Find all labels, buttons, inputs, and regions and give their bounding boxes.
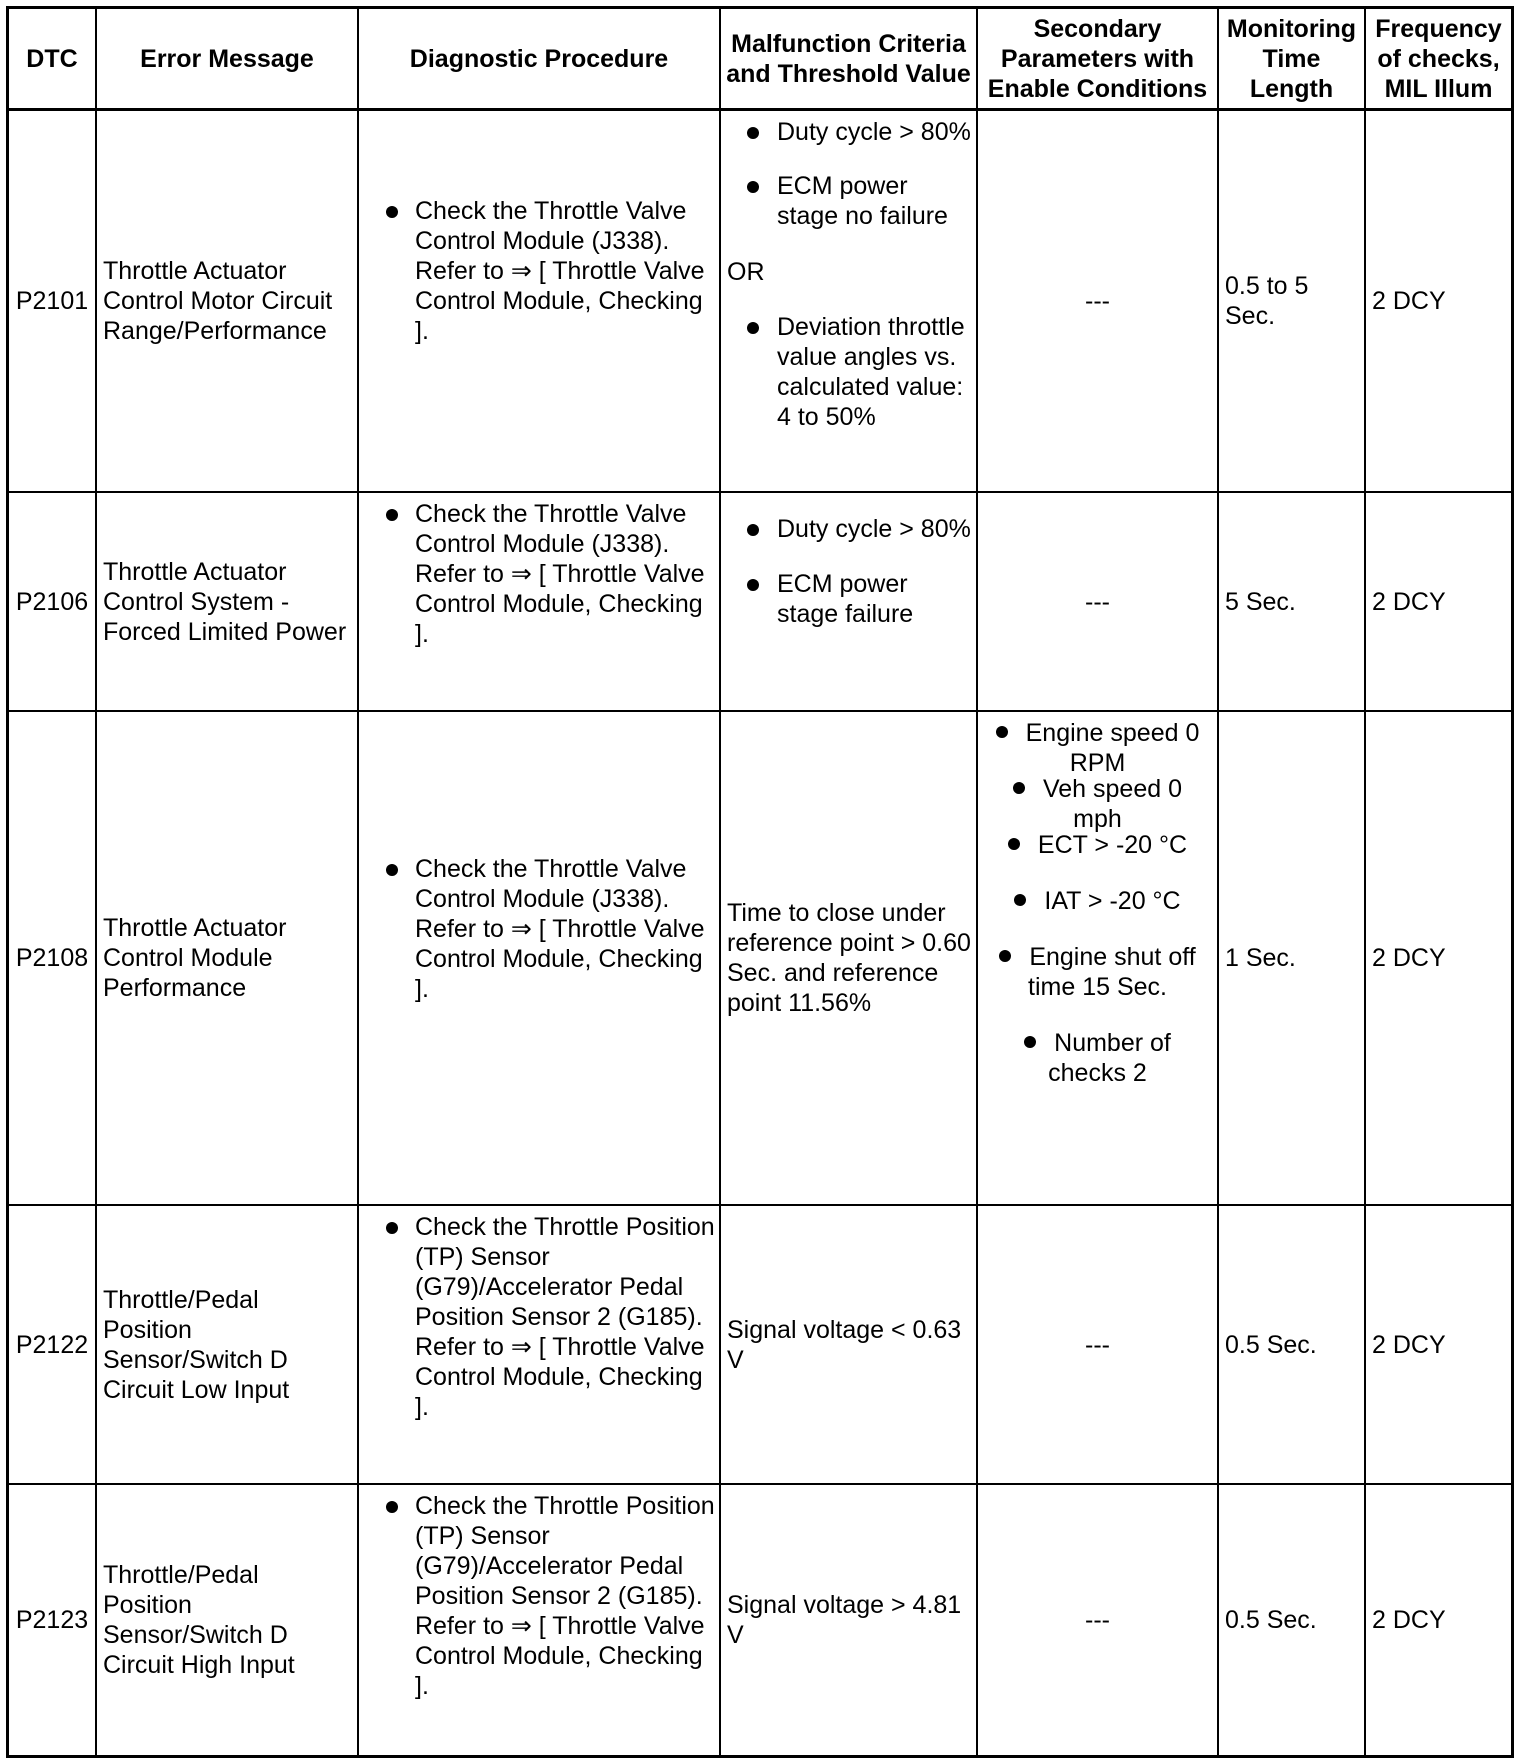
table-row-monitoring: 0.5 Sec. xyxy=(1225,1606,1317,1634)
secondary-item: ECT > -20 °C xyxy=(982,830,1213,886)
monitoring-text: 0.5 to 5 Sec. xyxy=(1225,272,1309,330)
procedure-item: Check the Throttle Valve Control Module (J338). Refer to ⇒ [ Throttle Valve Control Module, Checking ]. xyxy=(359,196,715,346)
secondary-item: Veh speed 0 mph xyxy=(982,774,1213,830)
bullet-icon xyxy=(999,950,1011,962)
criteria-item: Deviation throttle value angles vs. calculated value: 4 to 50% xyxy=(721,312,974,432)
table-row-secondary xyxy=(978,712,1217,1204)
criteria-item: Duty cycle > 80% xyxy=(721,514,974,544)
table-row-error-message xyxy=(97,712,357,1204)
criteria-item: Duty cycle > 80% xyxy=(721,117,974,147)
header-frequency: Frequency of checks, MIL Illum xyxy=(1375,14,1502,103)
error-message-text: Throttle Actuator Control Motor Circuit Range/Performance xyxy=(103,257,333,345)
bullet-icon xyxy=(1013,782,1025,794)
table-row-error-message xyxy=(97,493,357,710)
criteria-text: Signal voltage > 4.81 V xyxy=(727,1591,962,1649)
table-row-dtc: P2101 xyxy=(15,287,89,315)
procedure-item: Check the Throttle Position (TP) Sensor (G79)/Accelerator Pedal Position Sensor 2 (G185). Refer to ⇒ [ Throttle Valve Control Module, Checking ]. xyxy=(359,1491,715,1701)
criteria-text: Signal voltage < 0.63 V xyxy=(727,1315,962,1374)
table-row-criteria xyxy=(721,493,976,710)
error-message-text: Throttle/Pedal Position Sensor/Switch D Circuit High Input xyxy=(103,1561,295,1679)
table-border-right xyxy=(1511,6,1514,1758)
table-row-procedure xyxy=(359,493,719,710)
header-error-message: Error Message xyxy=(140,44,314,73)
table-row-error-message xyxy=(97,1206,357,1483)
table-row-criteria xyxy=(721,111,976,491)
table-row-procedure xyxy=(359,1206,719,1483)
table-row-frequency: 2 DCY xyxy=(1372,1606,1446,1634)
table-row-frequency: 2 DCY xyxy=(1372,1330,1446,1359)
header-monitoring-time: Monitoring Time Length xyxy=(1226,14,1357,103)
table-row-criteria xyxy=(721,1206,976,1483)
table-row-secondary: --- xyxy=(1085,287,1110,315)
bullet-icon xyxy=(1008,838,1020,850)
table-row-dtc: P2122 xyxy=(15,1330,89,1359)
error-message-text: Throttle Actuator Control Module Performance xyxy=(103,914,287,1002)
table-row-monitoring xyxy=(1219,111,1364,491)
table-row-secondary: --- xyxy=(1085,1330,1110,1359)
secondary-item: Engine speed 0 RPM xyxy=(982,718,1213,774)
table-row-dtc: P2123 xyxy=(15,1606,89,1634)
table-row-dtc: P2106 xyxy=(15,587,89,616)
bullet-icon xyxy=(1024,1036,1036,1048)
table-row-frequency: 2 DCY xyxy=(1372,287,1446,315)
table-border-bottom xyxy=(6,1755,1514,1758)
table-row-procedure xyxy=(359,712,719,1204)
error-message-text: Throttle Actuator Control System - Forced Limited Power xyxy=(103,557,347,646)
procedure-item: Check the Throttle Valve Control Module (J338). Refer to ⇒ [ Throttle Valve Control Module, Checking ]. xyxy=(359,499,715,649)
table-row-procedure xyxy=(359,1485,719,1755)
secondary-item: Engine shut off time 15 Sec. xyxy=(982,942,1213,1028)
error-message-text: Throttle/Pedal Position Sensor/Switch D Circuit Low Input xyxy=(103,1285,290,1404)
table-row-dtc: P2108 xyxy=(15,944,89,972)
bullet-icon xyxy=(1014,894,1026,906)
table-row-monitoring: 0.5 Sec. xyxy=(1225,1330,1317,1359)
procedure-item: Check the Throttle Valve Control Module (J338). Refer to ⇒ [ Throttle Valve Control Module, Checking ]. xyxy=(359,854,715,1004)
header-secondary-parameters: Secondary Parameters with Enable Conditions xyxy=(987,14,1208,103)
secondary-item: Number of checks 2 xyxy=(982,1028,1213,1084)
table-row-error-message xyxy=(97,111,357,491)
table-row-monitoring: 5 Sec. xyxy=(1225,587,1296,616)
secondary-item: IAT > -20 °C xyxy=(982,886,1213,942)
criteria-or: OR xyxy=(727,258,765,286)
table-row-frequency: 2 DCY xyxy=(1372,587,1446,616)
table-row-frequency: 2 DCY xyxy=(1372,944,1446,972)
criteria-item: ECM power stage failure xyxy=(721,569,974,629)
table-row-secondary: --- xyxy=(1085,587,1110,616)
secondary-list xyxy=(982,718,1213,1087)
table-row-error-message xyxy=(97,1485,357,1755)
criteria-item: ECM power stage no failure xyxy=(721,171,974,231)
table-row-criteria xyxy=(721,1485,976,1755)
table-row-monitoring: 1 Sec. xyxy=(1225,944,1296,972)
header-malfunction-criteria: Malfunction Criteria and Threshold Value xyxy=(726,29,971,88)
table-row-criteria xyxy=(721,712,976,1204)
table-row-secondary: --- xyxy=(1085,1606,1110,1634)
table-row-procedure xyxy=(359,111,719,491)
bullet-icon xyxy=(996,726,1008,738)
header-dtc: DTC xyxy=(26,44,78,73)
criteria-text: Time to close under reference point > 0.60 Sec. and reference point 11.56% xyxy=(727,899,971,1017)
header-diagnostic-procedure: Diagnostic Procedure xyxy=(409,44,669,73)
procedure-item: Check the Throttle Position (TP) Sensor (G79)/Accelerator Pedal Position Sensor 2 (G185). Refer to ⇒ [ Throttle Valve Control Module, Checking ]. xyxy=(359,1212,715,1422)
